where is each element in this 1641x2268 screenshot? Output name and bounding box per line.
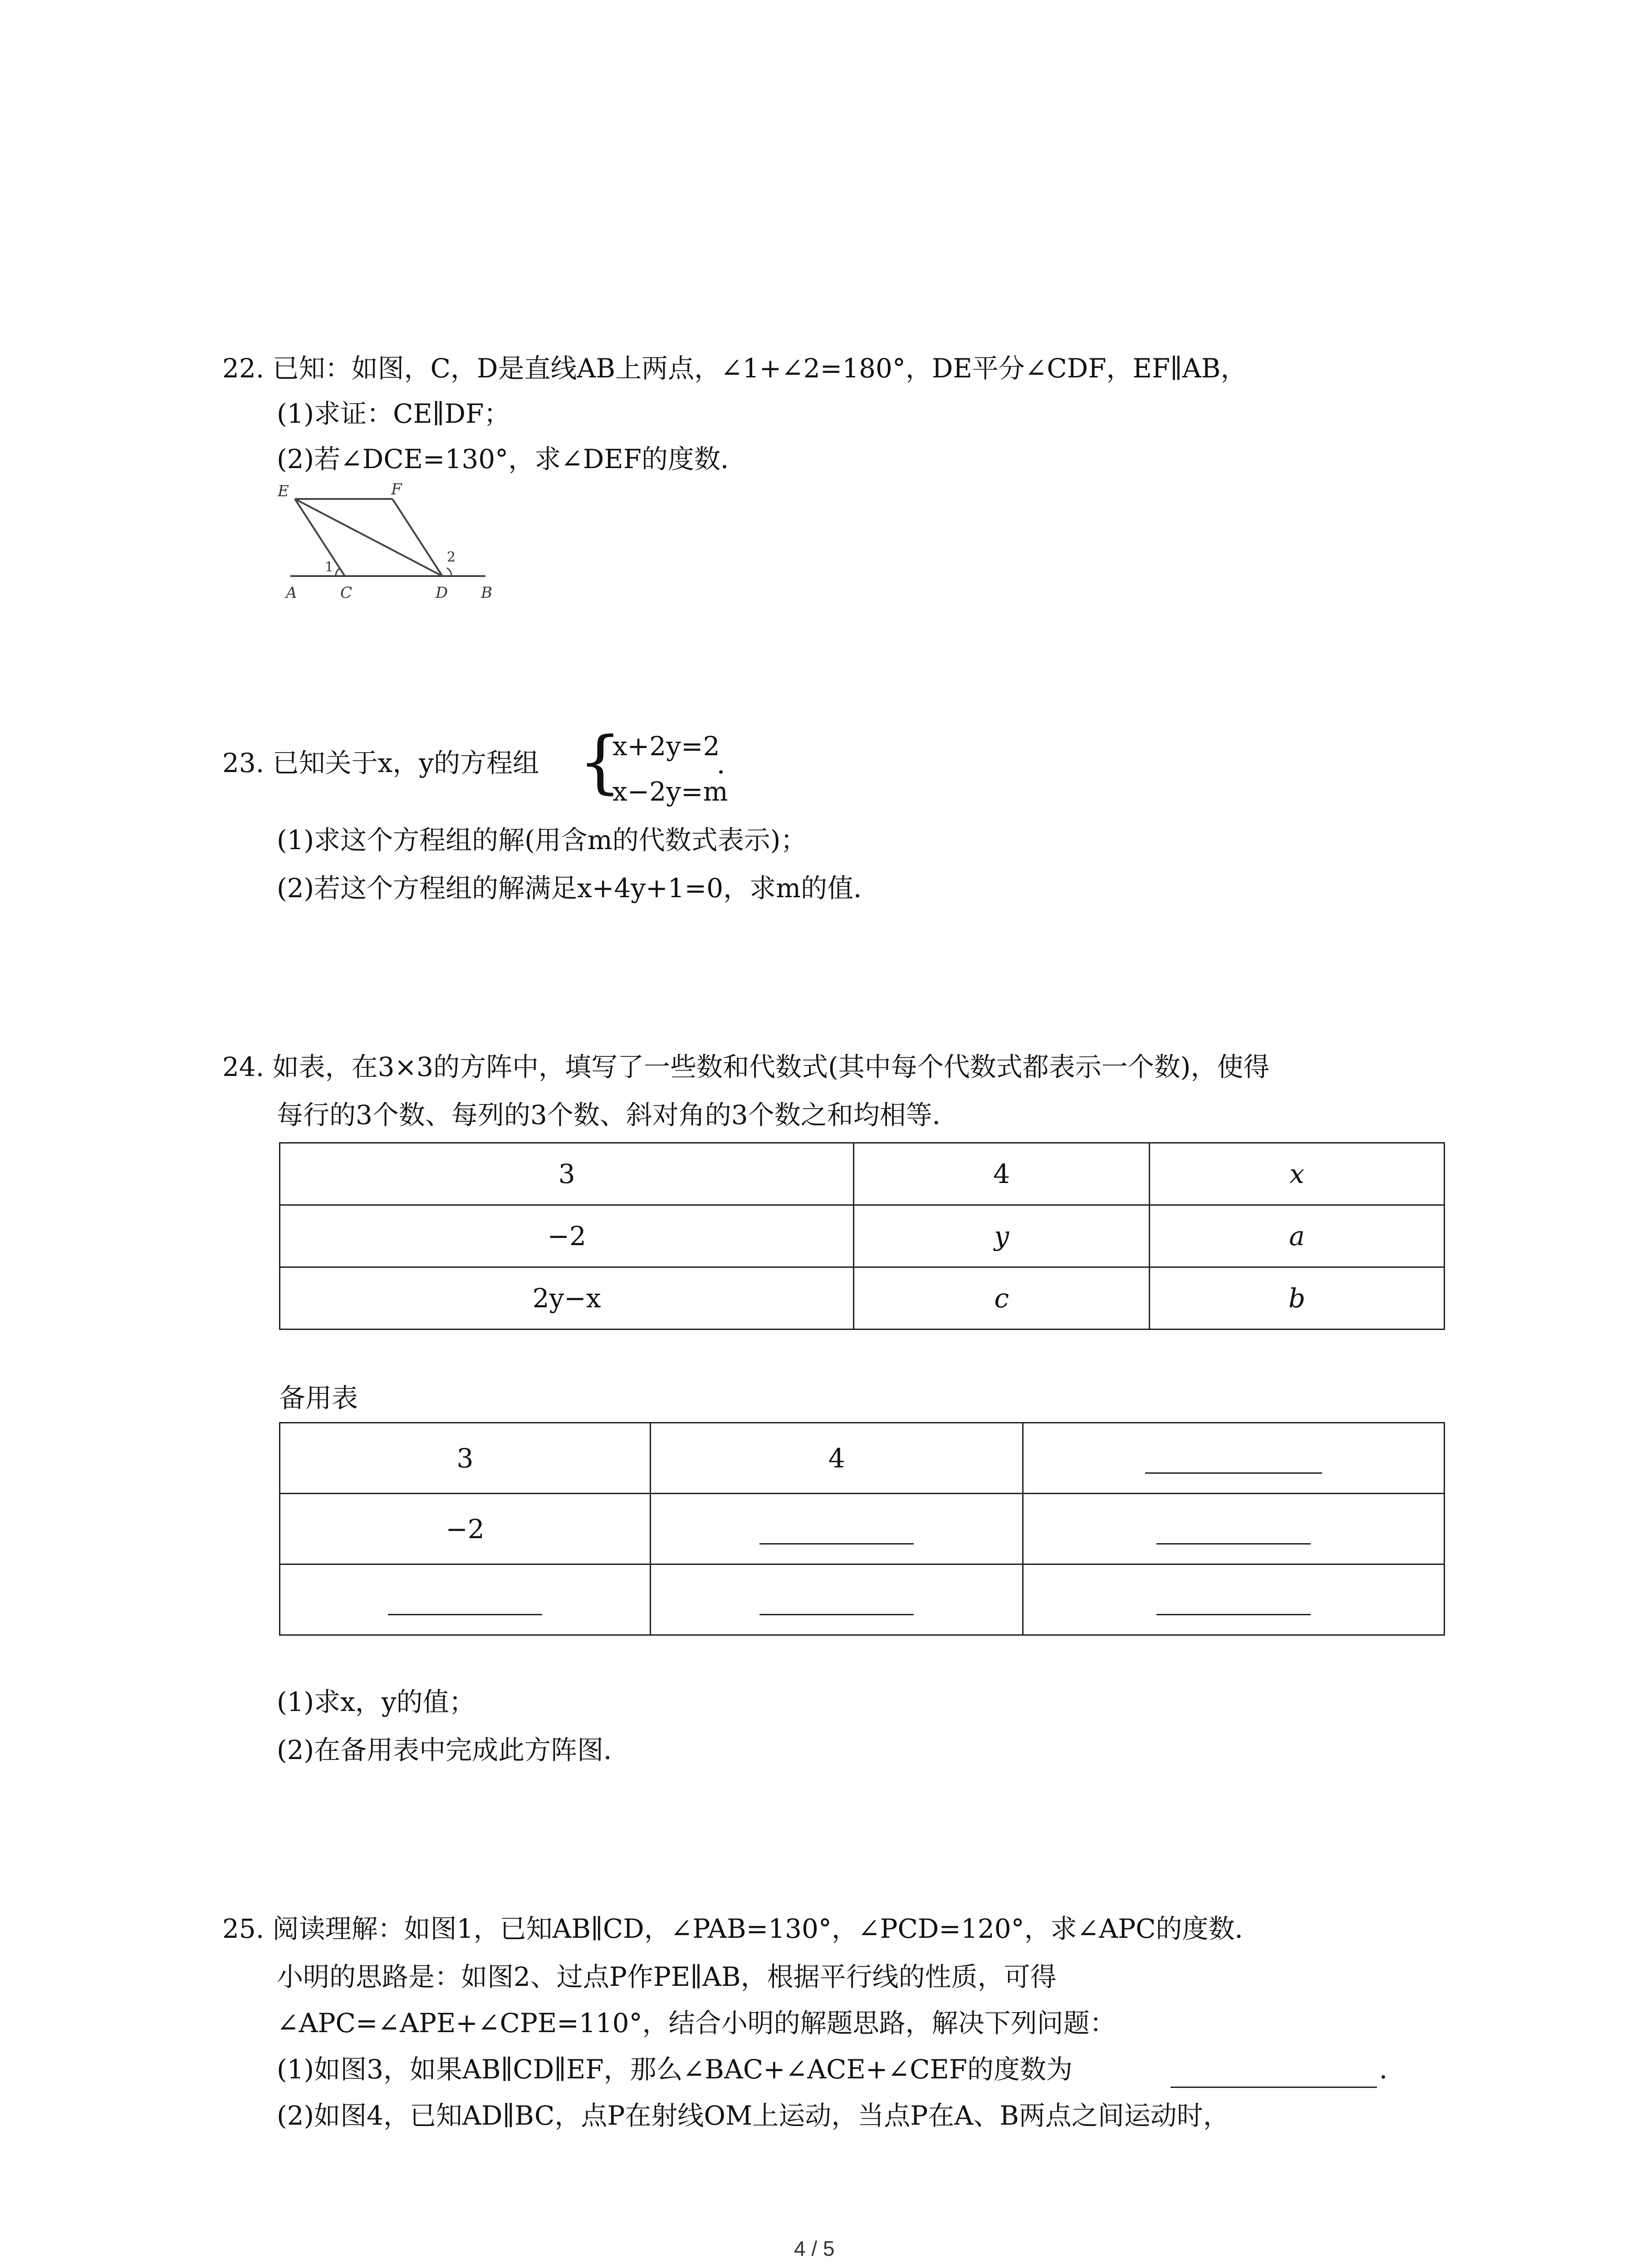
q23-part2: (2)若这个方程组的解满足x+4y+1=0，求m的值．: [277, 873, 880, 904]
q24-line1: 24. 如表，在3×3的方阵中，填写了一些数和代数式(其中每个代数式都表示一个数)，使得: [222, 1051, 1270, 1082]
t1-r3c2: c: [854, 1267, 1150, 1330]
blank-r3c2[interactable]: [759, 1587, 914, 1615]
page-number: 4 / 5: [794, 2237, 835, 2260]
angle2-arc: [447, 568, 451, 576]
q23-period: ．: [717, 749, 744, 780]
t1-r2c3: a: [1150, 1205, 1445, 1267]
line-ed: [295, 499, 442, 576]
label-1: 1: [325, 559, 334, 575]
label-2: 2: [447, 549, 456, 565]
t2-r3c3[interactable]: [1023, 1564, 1445, 1635]
q22-part1: (1)求证：CE∥DF；: [277, 398, 510, 429]
q24-part1: (1)求x，y的值；: [277, 1686, 475, 1717]
label-a: A: [286, 584, 297, 602]
t2-r1c1: 3: [280, 1423, 651, 1494]
blank-r3c1[interactable]: [388, 1587, 542, 1615]
t1-r2c2: y: [854, 1205, 1150, 1267]
q23-eq2: x−2y=m: [612, 776, 728, 807]
q25-part1-end: ．: [1379, 2054, 1406, 2085]
q24-spare-label: 备用表: [279, 1383, 358, 1413]
t1-r1c1: 3: [280, 1143, 854, 1205]
line-ec: [295, 499, 345, 576]
q24-line2: 每行的3个数、每列的3个数、斜对角的3个数之和均相等．: [277, 1100, 959, 1130]
t2-r3c2[interactable]: [651, 1564, 1023, 1635]
blank-r1c3[interactable]: [1145, 1445, 1322, 1474]
blank-r3c3[interactable]: [1156, 1587, 1311, 1615]
q23-part1: (1)求这个方程组的解(用含m的代数式表示)；: [277, 825, 807, 855]
t2-r3c1[interactable]: [280, 1564, 651, 1635]
label-f: F: [391, 481, 402, 499]
label-d: D: [436, 584, 448, 602]
t2-r1c2: 4: [651, 1423, 1023, 1494]
q24-spare-table: [279, 1422, 1445, 1636]
q25-line3: ∠APC=∠APE+∠CPE=110°，结合小明的解题思路，解决下列问题：: [277, 2008, 1116, 2038]
t2-r2c2[interactable]: [651, 1494, 1023, 1564]
q25-line2: 小明的思路是：如图2、过点P作PE∥AB，根据平行线的性质，可得: [277, 1961, 1057, 1992]
q22-line1: 22. 已知：如图，C，D是直线AB上两点，∠1+∠2=180°，DE平分∠CDF，EF∥AB，: [222, 353, 1247, 384]
t2-r2c3[interactable]: [1023, 1494, 1445, 1564]
angle1-arc: [336, 568, 340, 576]
q23-intro: 23. 已知关于x，y的方程组: [222, 748, 539, 778]
line-fd: [392, 499, 442, 576]
q25-answer-blank[interactable]: [1171, 2059, 1377, 2088]
q24-part2: (2)在备用表中完成此方阵图．: [277, 1735, 630, 1765]
blank-r2c3[interactable]: [1156, 1516, 1311, 1545]
q25-part2: (2)如图4，已知AD∥BC，点P在射线OM上运动，当点P在A、B两点之间运动时，: [277, 2100, 1230, 2131]
q25-line1: 25. 阅读理解：如图1，已知AB∥CD，∠PAB=130°，∠PCD=120°，求∠APC的度数．: [222, 1913, 1261, 1944]
label-c: C: [340, 584, 353, 602]
t2-r1c3[interactable]: [1023, 1423, 1445, 1494]
t1-r3c3: b: [1150, 1267, 1445, 1330]
q22-figure: [272, 481, 508, 603]
t1-r2c1: −2: [280, 1205, 854, 1267]
q25-part1: (1)如图3，如果AB∥CD∥EF，那么∠BAC+∠ACE+∠CEF的度数为: [277, 2054, 1073, 2085]
label-b: B: [481, 584, 492, 602]
q23-eq1: x+2y=2: [612, 731, 720, 762]
blank-r2c2[interactable]: [759, 1516, 914, 1545]
t1-r3c1: 2y−x: [280, 1267, 854, 1330]
q22-part2: (2)若∠DCE=130°，求∠DEF的度数．: [277, 444, 747, 474]
t1-r1c3: x: [1150, 1143, 1445, 1205]
t2-r2c1: −2: [280, 1494, 651, 1564]
q24-table: [279, 1142, 1445, 1330]
q23-brace: {: [578, 723, 622, 802]
label-e: E: [278, 482, 289, 500]
t1-r1c2: 4: [854, 1143, 1150, 1205]
